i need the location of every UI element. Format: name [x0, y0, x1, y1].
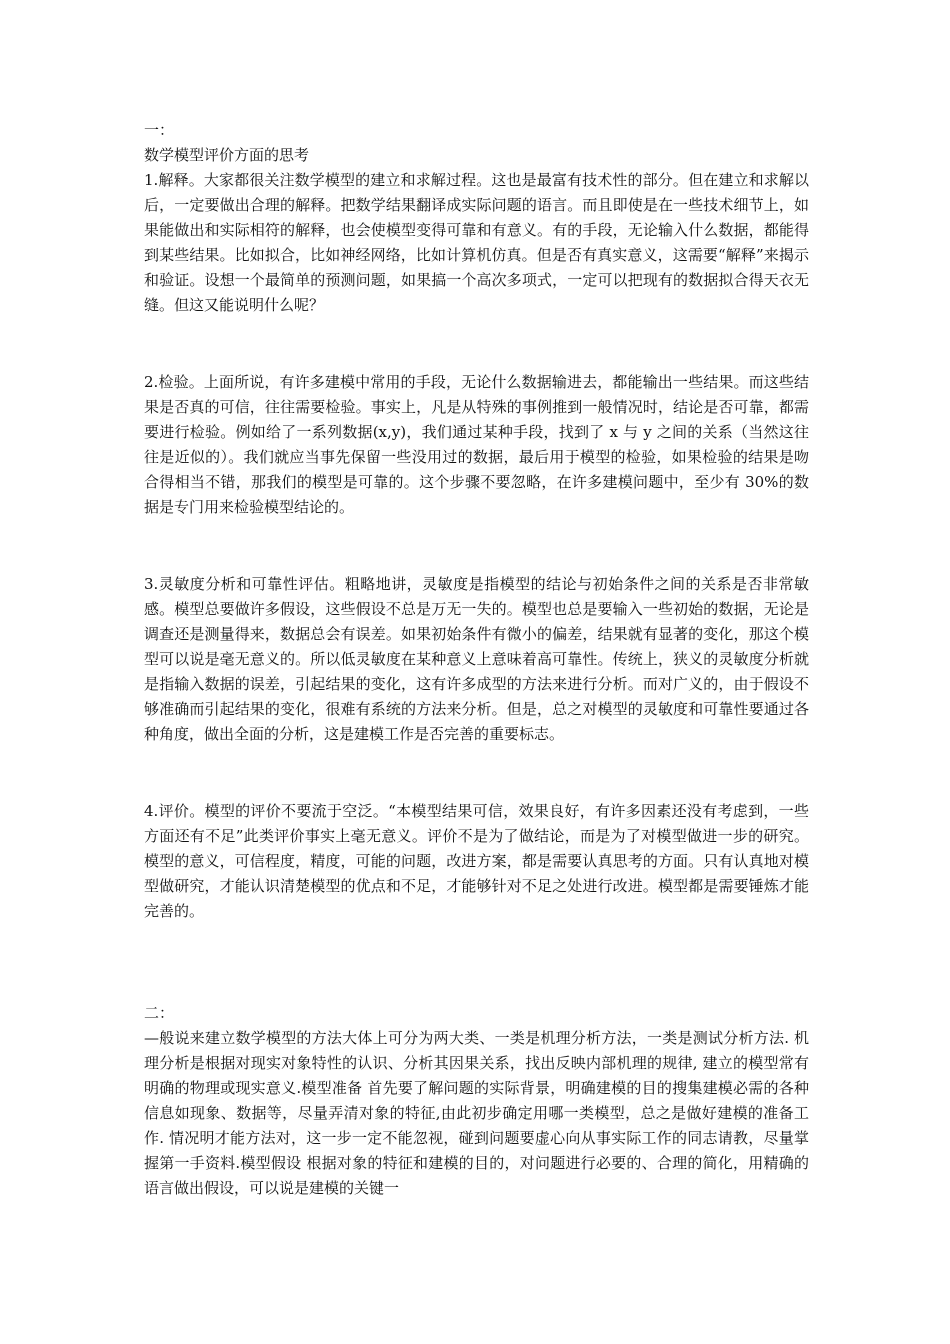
paragraph-spacer	[144, 747, 809, 799]
section-2-heading: 二：	[144, 1004, 175, 1022]
paragraph-modeling-methods: —般说来建立数学模型的方法大体上可分为两大类、一类是机理分析方法，一类是测试分析方法. 机理分析是根据对现实对象特性的认识、分析其因果关系，找出反映内部机理的规律, 建立的模型常有明确的物理或现实意义.模型准备 首先要了解问题的实际背景，明确建模的目的搜集建模必需的各种信息如现象、数据等，尽量弄清对象的特征,由此初步确定用哪一类模型，总之是做好建模的准备工作. 情况明才能方法对，这一步一定不能忽视，碰到问题要虚心向从事实际工作的同志请教，尽量掌握第一手资料.模型假设 根据对象的特征和建模的目的，对问题进行必要的、合理的简化，用精确的语言做出假设，可以说是建模的关键一	[144, 1029, 809, 1197]
section-spacer	[144, 924, 809, 1001]
paragraph-sensitivity: 3.灵敏度分析和可靠性评估。粗略地讲，灵敏度是指模型的结论与初始条件之间的关系是否非常敏感。模型总要做许多假设，这些假设不总是万无一失的。模型也总是要输入一些初始的数据，无论是调查还是测量得来，数据总会有误差。如果初始条件有微小的偏差，结果就有显著的变化，那这个模型可以说是毫无意义的。所以低灵敏度在某种意义上意味着高可靠性。传统上，狭义的灵敏度分析就是指输入数据的误差，引起结果的变化，这有许多成型的方法来进行分析。而对广义的，由于假设不够准确而引起结果的变化，很难有系统的方法来分析。但是，总之对模型的灵敏度和可靠性要通过各种角度，做出全面的分析，这是建模工作是否完善的重要标志。	[144, 575, 809, 743]
paragraph-spacer	[144, 318, 809, 370]
paragraph-explanation: 1.解释。大家都很关注数学模型的建立和求解过程。这也是最富有技术性的部分。但在建立和求解以后，一定要做出合理的解释。把数学结果翻译成实际问题的语言。而且即使是在一些技术细节上，如果能做出和实际相符的解释，也会使模型变得可靠和有意义。有的手段，无论输入什么数据，都能得到某些结果。比如拟合，比如神经网络，比如计算机仿真。但是否有真实意义，这需要“解释”来揭示和验证。设想一个最简单的预测问题，如果搞一个高次多项式，一定可以把现有的数据拟合得天衣无缝。但这又能说明什么呢？	[144, 171, 809, 314]
section-1-title: 数学模型评价方面的思考	[144, 146, 310, 164]
paragraph-spacer	[144, 520, 809, 572]
section-1-heading: 一：	[144, 121, 175, 139]
paragraph-verification: 2.检验。上面所说，有许多建模中常用的手段，无论什么数据输进去，都能输出一些结果。而这些结果是否真的可信，往往需要检验。事实上，凡是从特殊的事例推到一般情况时，结论是否可靠，都需要进行检验。例如给了一系列数据(x,y)，我们通过某种手段，找到了 x 与 y 之间的关系（当然这往往是近似的）。我们就应当事先保留一些没用过的数据，最后用于模型的检验，如果检验的结果是吻合得相当不错，那我们的模型是可靠的。这个步骤不要忽略，在许多建模问题中，至少有 30%的数据是专门用来检验模型结论的。	[144, 373, 809, 516]
document-body	[144, 118, 809, 1201]
paragraph-evaluation: 4.评价。模型的评价不要流于空泛。“本模型结果可信，效果良好，有许多因素还没有考虑到，一些方面还有不足”此类评价事实上毫无意义。评价不是为了做结论，而是为了对模型做进一步的研究。模型的意义，可信程度，精度，可能的问题，改进方案，都是需要认真思考的方面。只有认真地对模型做研究，才能认识清楚模型的优点和不足，才能够针对不足之处进行改进。模型都是需要锤炼才能完善的。	[144, 802, 809, 920]
